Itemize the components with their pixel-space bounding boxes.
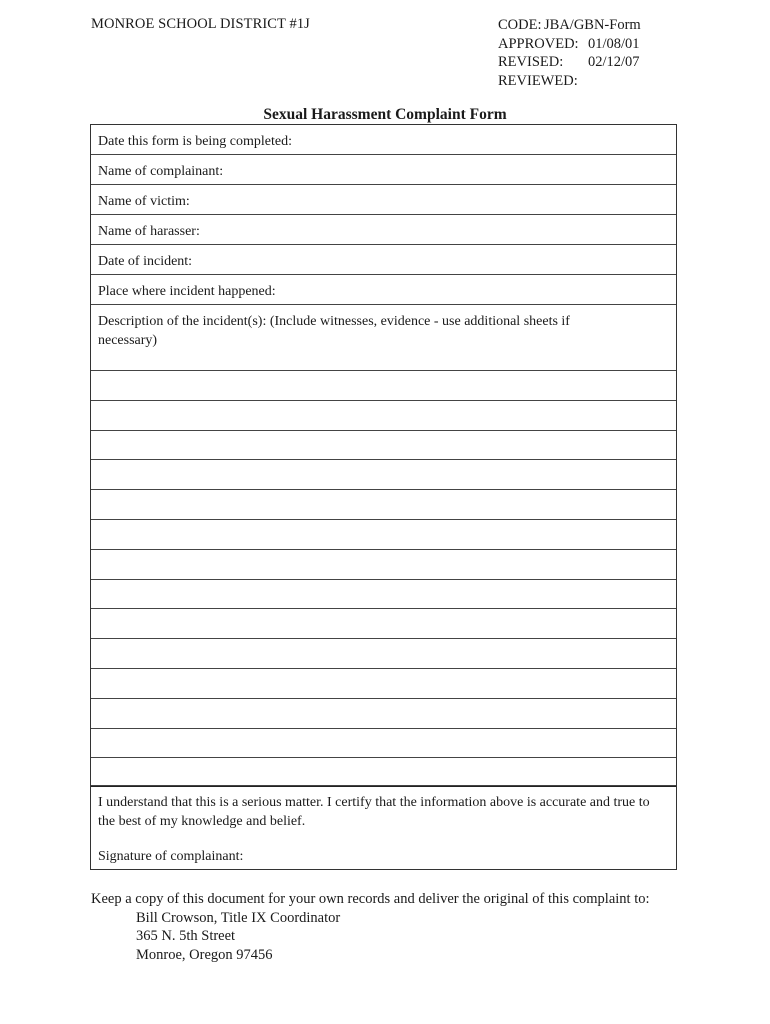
description-line[interactable] — [91, 371, 676, 401]
incident-place-field[interactable]: Place where incident happened: — [91, 275, 676, 305]
description-line[interactable] — [91, 699, 676, 729]
form-title: Sexual Harassment Complaint Form — [263, 106, 507, 123]
description-line[interactable] — [91, 520, 676, 550]
description-line[interactable] — [91, 490, 676, 520]
certification-section — [91, 786, 676, 869]
description-label: Description of the incident(s): (Include witnesses, evidence - use additional sheets if necessary) — [91, 305, 676, 371]
certification-statement: I understand that this is a serious matter. I certify that the information above is accurate and true to the best of my knowledge and belief. — [98, 795, 650, 830]
code-row — [498, 16, 641, 35]
approved-value: 01/08/01 — [588, 35, 640, 52]
description-line[interactable] — [91, 669, 676, 699]
coordinator-street: 365 N. 5th Street — [136, 928, 236, 944]
reviewed-label: REVIEWED: — [498, 72, 578, 89]
description-line[interactable] — [91, 729, 676, 759]
complainant-name-field[interactable]: Name of complainant: — [91, 155, 676, 185]
coordinator-name: Bill Crowson, Title IX Coordinator — [136, 909, 341, 926]
description-line[interactable] — [91, 431, 676, 461]
date-completed-field[interactable]: Date this form is being completed: — [91, 125, 676, 155]
description-line[interactable] — [91, 639, 676, 669]
harasser-name-field[interactable]: Name of harasser: — [91, 215, 676, 245]
reviewed-row — [498, 72, 641, 91]
description-line[interactable] — [91, 550, 676, 580]
description-line[interactable] — [91, 580, 676, 610]
code-value: JBA/GBN-Form — [544, 17, 641, 33]
document-meta — [498, 16, 641, 90]
description-line[interactable] — [91, 460, 676, 490]
incident-date-field[interactable]: Date of incident: — [91, 245, 676, 275]
revised-row — [498, 53, 641, 72]
delivery-instructions — [91, 890, 650, 964]
district-name: MONROE SCHOOL DISTRICT #1J — [91, 16, 310, 32]
complaint-form — [90, 124, 677, 870]
description-line[interactable] — [91, 758, 676, 786]
code-label: CODE: — [498, 17, 542, 33]
description-line[interactable] — [91, 401, 676, 431]
approved-label: APPROVED: — [498, 35, 579, 52]
signature-field[interactable]: Signature of complainant: — [98, 849, 244, 865]
revised-label: REVISED: — [498, 54, 564, 70]
victim-name-field[interactable]: Name of victim: — [91, 185, 676, 215]
coordinator-city: Monroe, Oregon 97456 — [136, 946, 273, 963]
revised-value: 02/12/07 — [588, 54, 640, 70]
instruction-text: Keep a copy of this document for your own records and deliver the original of this complaint to: — [91, 891, 650, 907]
description-line[interactable] — [91, 609, 676, 639]
approved-row — [498, 35, 641, 54]
